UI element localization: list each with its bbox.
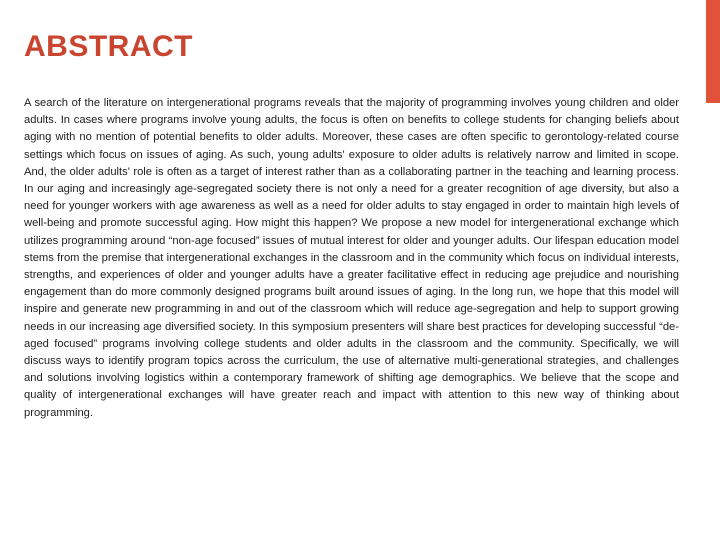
slide-title: ABSTRACT <box>24 30 193 63</box>
accent-bar <box>706 0 720 103</box>
abstract-paragraph: A search of the literature on intergenerational programs reveals that the majority of programming involves young children and older adults. In cases where programs involve young adults, the focus is often on benefits to college students for changing beliefs about aging with no mention of potential benefits to older adults. Moreover, these cases are often specific to gerontology-related course settings which focus on issues of aging. As such, young adults' exposure to older adults is relatively narrow and limited in scope. And, the older adults' role is often as a target of interest rather than as a collaborating partner in the teaching and learning process. In our aging and increasingly age-segregated society there is not only a need for a greater recognition of age diversity, but also a need for younger workers with age awareness as well as a need for older adults to stay engaged in order to maintain high levels of well-being and promote successful aging. How might this happen? We propose a new model for intergenerational exchange which utilizes programming around “non-age focused” issues of mutual interest for older and younger adults. Our lifespan education model stems from the premise that intergenerational exchanges in the classroom and in the community which focus on individual interests, strengths, and experiences of older and younger adults have a greater facilitative effect in reducing age prejudice and nourishing engagement than do more commonly designed programs built around issues of aging. In the long run, we hope that this model will inspire and generate new programming in and out of the classroom which will reduce age-segregation and help to support growing needs in our increasing age diversified society. In this symposium presenters will share best practices for developing successful “de-aged focused” programs involving college students and older adults in the classroom and the community. Specifically, we will discuss ways to identify program topics across the curriculum, the use of alternative multi-generational strategies, and challenges and solutions involving logistics within a contemporary framework of shifting age demographics. We believe that the scope and quality of intergenerational exchanges will have greater reach and impact with attention to this new way of thinking about programming. <box>24 97 679 419</box>
